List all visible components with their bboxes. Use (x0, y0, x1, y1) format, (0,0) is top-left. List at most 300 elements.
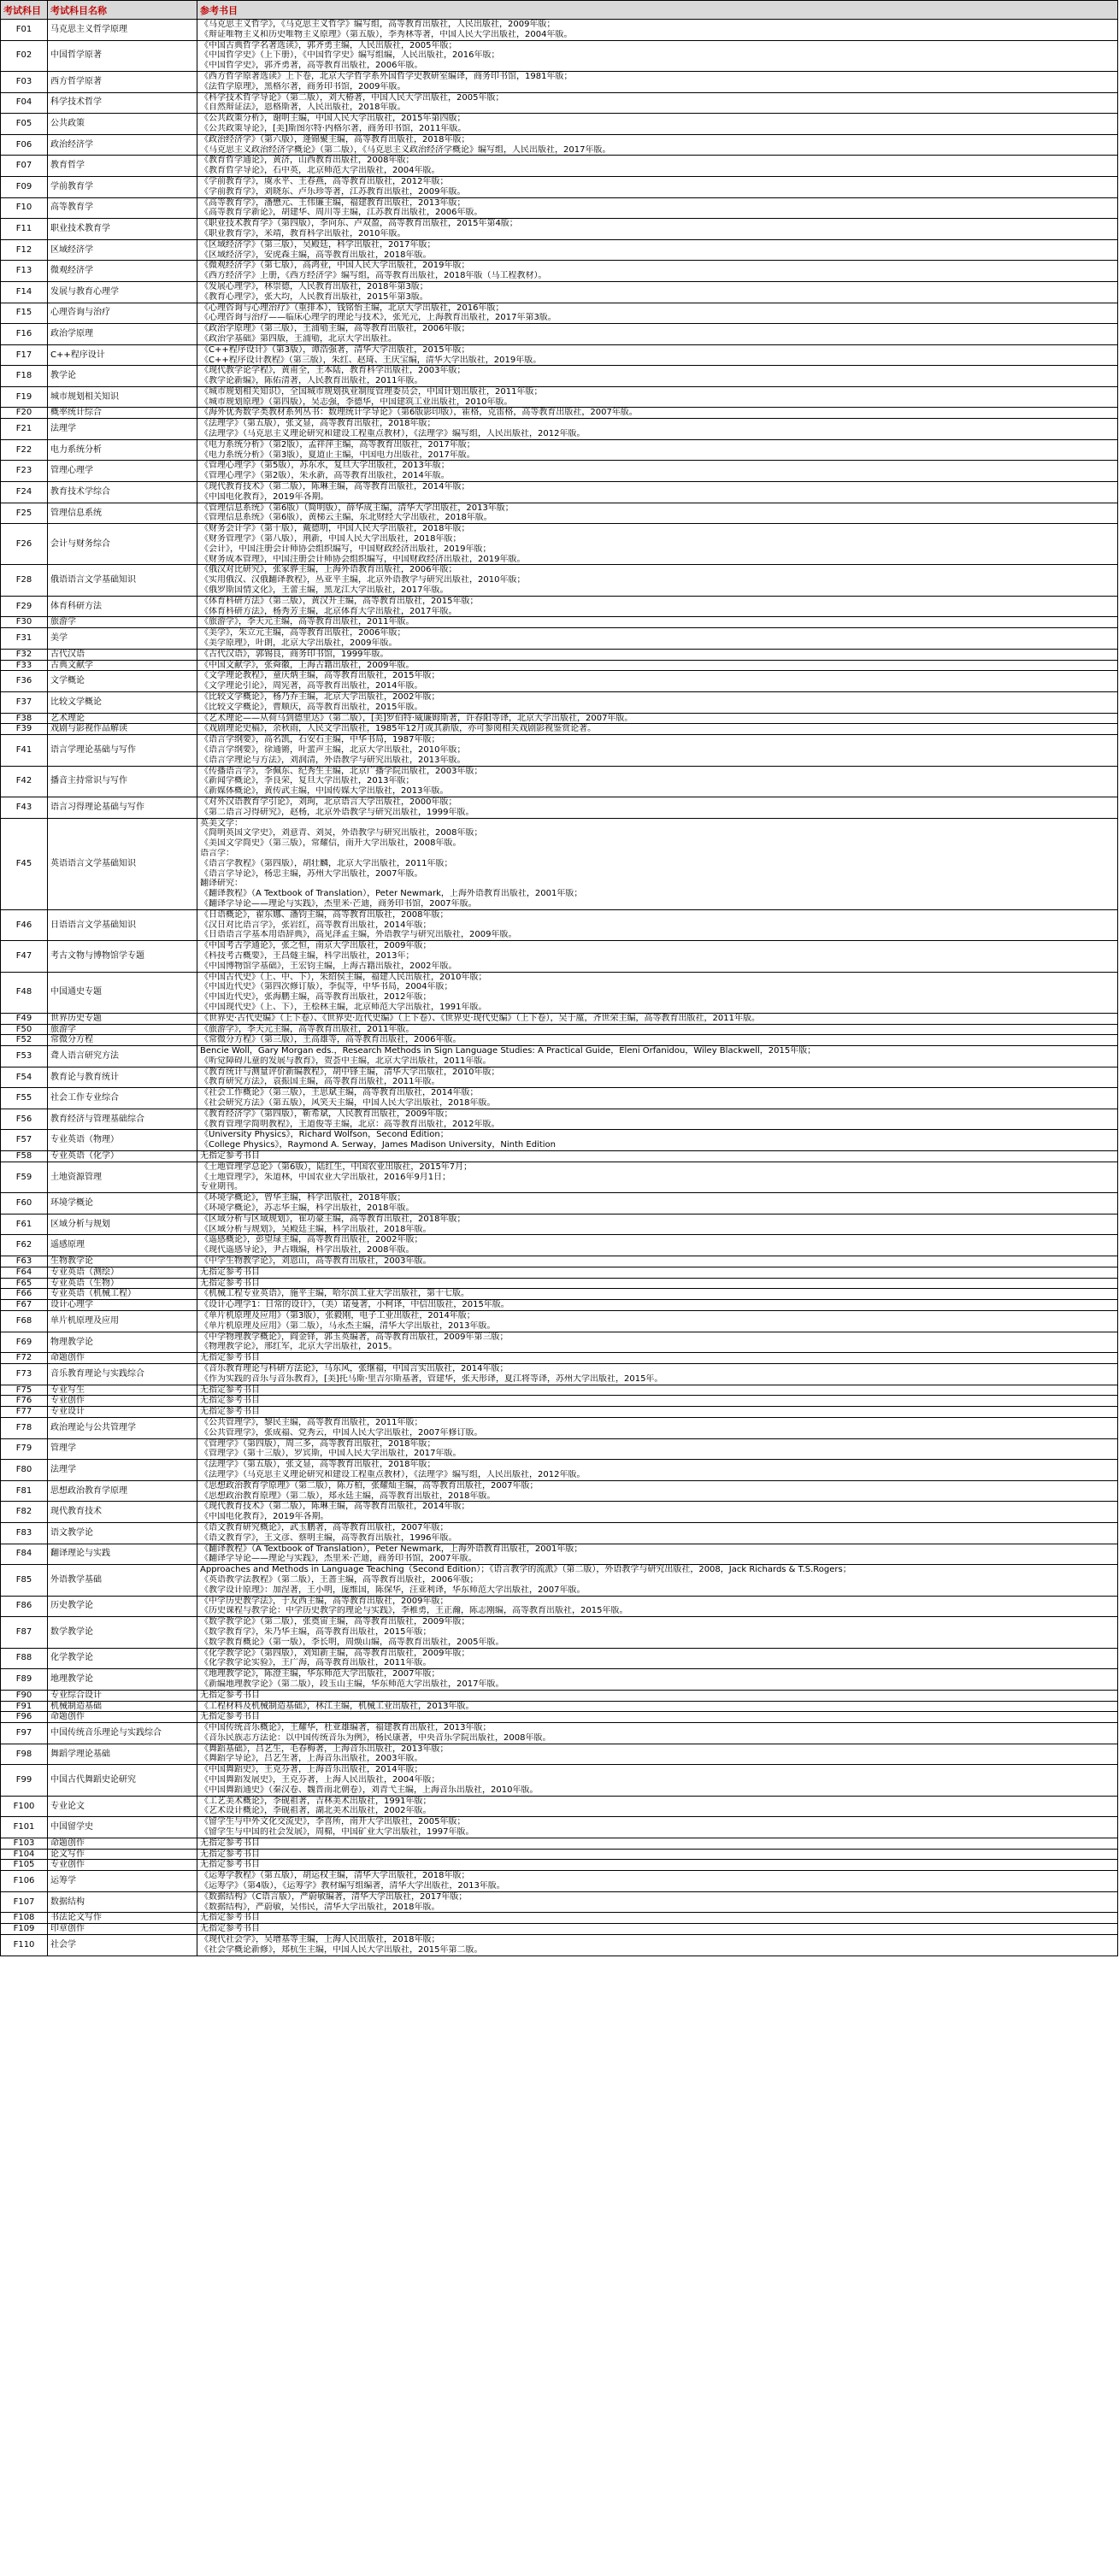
reference-books-cell (197, 565, 1118, 596)
exam-name-cell: 政治理论与公共管理学 (48, 1417, 197, 1438)
table-row (1, 219, 1118, 240)
exam-code-cell: F86 (1, 1596, 48, 1617)
exam-code-cell: F104 (1, 1849, 48, 1860)
reference-books-cell (197, 766, 1118, 797)
exam-name-cell: 政治学原理 (48, 324, 197, 345)
reference-book-line: 《法理学》（第五版），张文显，高等教育出版社，2018年版； (200, 419, 436, 429)
exam-name-cell: 聋人语言研究方法 (48, 1046, 197, 1067)
reference-book-line: 《管理心理学》（第2版），朱永新，高等教育出版社，2014年版。 (200, 471, 450, 481)
table-row (1, 503, 1118, 524)
reference-books-cell (197, 1289, 1118, 1300)
table-row (1, 92, 1118, 114)
exam-name-cell: 公共政策 (48, 114, 197, 135)
reference-books-cell (197, 1438, 1118, 1460)
exam-code-cell: F99 (1, 1765, 48, 1796)
reference-book-line: 《体育科研方法》（第三版），黄汉升主编，高等教育出版社，2015年版； (200, 596, 479, 606)
exam-code-cell: F09 (1, 176, 48, 197)
exam-name-cell: 日语语言文学基础知识 (48, 909, 197, 940)
reference-books-cell (197, 1130, 1118, 1151)
reference-book-line: 《思想政治教育原理》（第二版），郑永廷主编，高等教育出版社，2018年版。 (200, 1491, 496, 1501)
exam-name-cell: 专业创作 (48, 1396, 197, 1407)
table-row (1, 1871, 1118, 1892)
table-row (1, 692, 1118, 714)
exam-code-cell: F37 (1, 692, 48, 714)
exam-code-cell: F72 (1, 1353, 48, 1364)
table-row (1, 1162, 1118, 1192)
exam-name-cell: 管理信息系统 (48, 503, 197, 524)
reference-book-line: 《College Physics》，Raymond A. Serway，James Madison University，Ninth Edition (200, 1140, 556, 1150)
exam-name-cell: 专业英语（测绘） (48, 1267, 197, 1278)
exam-code-cell: F14 (1, 281, 48, 303)
reference-book-line: 《中国近代史》，张海鹏主编，高等教育出版社，2012年版； (200, 992, 432, 1003)
reference-book-line: 《中国舞蹈发展史》，王克芬著，上海人民出版社，2004年版； (200, 1775, 440, 1785)
exam-name-cell: 区域分析与规划 (48, 1214, 197, 1235)
exam-name-cell: 社会学 (48, 1935, 197, 1956)
reference-book-line: 无指定参考书目 (200, 1267, 260, 1277)
reference-book-line: 《中国传统音乐概论》，王耀华，杜亚雄编著，福建教育出版社，2013年版； (200, 1723, 492, 1733)
reference-book-line: 《学前教育学》，虞永平、王春燕，高等教育出版社，2012年版； (200, 176, 449, 186)
reference-books-cell (197, 261, 1118, 282)
reference-book-line: 《土地管理学》，朱道林，中国农业大学出版社，2016年9月1日； (200, 1172, 451, 1182)
exam-name-cell: 音乐教育理论与实践综合 (48, 1364, 197, 1385)
exam-code-cell: F66 (1, 1289, 48, 1300)
table-row (1, 439, 1118, 461)
exam-name-cell: 专业综合设计 (48, 1690, 197, 1701)
exam-name-cell: 运筹学 (48, 1871, 197, 1892)
reference-books-cell (197, 1871, 1118, 1892)
exam-name-cell: 考古文物与博物馆学专题 (48, 941, 197, 972)
reference-book-line: 无指定参考书目 (200, 1151, 260, 1162)
reference-books-cell (197, 1712, 1118, 1723)
exam-name-cell: 俄语语言文学基础知识 (48, 565, 197, 596)
reference-book-line: 《运筹学》（第4版），《运筹学》教材编写组编著，清华大学出版社，2013年版。 (200, 1881, 505, 1891)
reference-book-line: 《英语教学法教程》（第二版），王蔷主编，高等教育出版社，2006年版； (200, 1574, 479, 1585)
reference-book-line: 《职业教育学》，米靖，教育科学出版社，2010年版。 (200, 228, 406, 238)
exam-name-cell: 历史教学论 (48, 1596, 197, 1617)
reference-book-line: 《设计心理学1：日常的设计》，（美）诺曼著，小柯译，中信出版社，2015年版。 (200, 1300, 509, 1310)
reference-book-line: 《电力系统分析》（第2版），孟祥萍主编，高等教育出版社，2017年版； (200, 439, 475, 450)
reference-book-line: 《法理学》（马克思主义理论研究和建设工程重点教材），《法理学》编写组，人民出版社，2012年版。 (200, 429, 586, 439)
reference-book-line: 《海外优秀数学类教材系列丛书：数理统计学导论》（第6版影印版），霍格，克雷格，高等教育出版社，2007年版。 (200, 408, 638, 418)
exam-code-cell: F106 (1, 1871, 48, 1892)
table-row (1, 818, 1118, 909)
reference-book-line: 《翻译学导论——理论与实践》，杰里米·芒迪，商务印书馆，2007年版。 (200, 1554, 477, 1564)
reference-books-cell (197, 1353, 1118, 1364)
table-row (1, 176, 1118, 197)
reference-book-line: 《高等教育学》，潘懋元、王伟廉主编，福建教育出版社，2013年版； (200, 197, 466, 208)
reference-books-cell (197, 1278, 1118, 1289)
exam-code-cell: F10 (1, 197, 48, 219)
reference-books-cell (197, 1849, 1118, 1860)
exam-name-cell: 化学教学论 (48, 1648, 197, 1669)
exam-name-cell: 科学技术哲学 (48, 92, 197, 114)
exam-code-cell: F84 (1, 1544, 48, 1565)
reference-book-line: 《第二语言习得研究》，赵杨，北京外语教学与研究出版社，1999年版。 (200, 807, 474, 817)
reference-book-line: 《化学教学论实验》，王广海，高等教育出版社，2011年版。 (200, 1658, 432, 1668)
reference-books-cell (197, 724, 1118, 735)
reference-book-line: 《汉日对比语言学》，张岩红，高等教育出版社，2014年版； (200, 920, 432, 930)
reference-book-line: 《地理教学论》，陈澄主编，华东师范大学出版社，2007年版； (200, 1669, 440, 1679)
table-row (1, 1311, 1118, 1332)
exam-name-cell: 专业英语（生物） (48, 1278, 197, 1289)
exam-code-cell: F13 (1, 261, 48, 282)
reference-book-line: 《物理教学论》，邢红军，北京大学出版社，2015。 (200, 1342, 398, 1352)
exam-code-cell: F19 (1, 386, 48, 408)
reference-book-line: 《中国现代史》（上、下），王桧林主编，北京师范大学出版社，1991年版。 (200, 1002, 487, 1012)
table-row (1, 1712, 1118, 1723)
reference-book-line: 《翻译教程》（A Textbook of Translation），Peter Newmark，上海外语教育出版社，2001年版； (200, 889, 583, 899)
reference-books-cell (197, 1838, 1118, 1849)
table-row (1, 20, 1118, 41)
exam-code-cell: F105 (1, 1860, 48, 1871)
exam-name-cell: 学前教育学 (48, 176, 197, 197)
reference-book-line: 《语言学纲要》，高名凯，石安石主编，中华书局，1987年版； (200, 735, 440, 745)
table-row (1, 1417, 1118, 1438)
reference-book-line: 《公共管理学》，张成福、党秀云，中国人民大学出版社，2007年修订版。 (200, 1427, 483, 1438)
exam-name-cell: 英语语言文学基础知识 (48, 818, 197, 909)
exam-code-cell: F80 (1, 1460, 48, 1481)
exam-code-cell: F52 (1, 1035, 48, 1046)
reference-books-cell (197, 713, 1118, 724)
reference-book-line: 《C++程序设计教程》（第三版），朱红、赵琦、王庆宝编，清华大学出版社，2019年版。 (200, 355, 542, 365)
reference-book-line: 《单片机原理及应用》（第3版），张毅刚，电子工业出版社，2014年版； (200, 1311, 475, 1321)
exam-name-cell: 古代汉语 (48, 649, 197, 660)
reference-books-cell (197, 1151, 1118, 1162)
reference-books-cell (197, 1193, 1118, 1214)
header-reference-books: 参考书目 (197, 1, 1118, 20)
reference-book-line: 《区域经济学》，安虎森主编，高等教育出版社，2018年版。 (200, 250, 432, 260)
reference-books-cell (197, 1701, 1118, 1712)
exam-name-cell: 数学教学论 (48, 1617, 197, 1648)
exam-code-cell: F65 (1, 1278, 48, 1289)
reference-book-line: 《科技考古概要》，王昌燧主编，科学出版社，2013年； (200, 950, 415, 961)
reference-book-line: 《现代遥感导论》，尹占娥编，科学出版社，2008年版。 (200, 1245, 415, 1256)
exam-name-cell: 微观经济学 (48, 261, 197, 282)
table-row (1, 1935, 1118, 1956)
reference-book-line: 英美文学： (200, 818, 243, 828)
reference-book-line: 《区域分析与区域规划》，崔功豪主编，高等教育出版社，2018年版； (200, 1214, 466, 1224)
reference-book-line: 《教育研究方法》，袁振国主编，高等教育出版社，2011年版。 (200, 1077, 440, 1087)
table-row (1, 1690, 1118, 1701)
reference-books-cell (197, 1332, 1118, 1353)
exam-name-cell: 教育论与教育统计 (48, 1067, 197, 1088)
reference-books-cell (197, 1024, 1118, 1035)
reference-book-line: 《土地管理学总论》（第6版），陆红生，中国农业出版社，2015年7月； (200, 1162, 473, 1172)
exam-code-cell: F75 (1, 1385, 48, 1396)
exam-name-cell: 命题创作 (48, 1353, 197, 1364)
exam-name-cell: 文学概论 (48, 671, 197, 692)
exam-name-cell: 概率统计综合 (48, 408, 197, 419)
exam-code-cell: F28 (1, 565, 48, 596)
table-row (1, 1617, 1118, 1648)
exam-code-cell: F101 (1, 1817, 48, 1838)
reference-book-line: 《中学生物教学论》，刘恩山，高等教育出版社，2003年版。 (200, 1256, 432, 1267)
reference-book-line: 《法哲学原理》，黑格尔著，商务印书馆，2009年版。 (200, 81, 406, 91)
reference-books-cell (197, 134, 1118, 156)
exam-code-cell: F60 (1, 1193, 48, 1214)
table-row (1, 1860, 1118, 1871)
table-body (1, 20, 1118, 1956)
exam-name-cell: 印章创作 (48, 1924, 197, 1935)
exam-code-cell: F39 (1, 724, 48, 735)
reference-book-line: 《比较文学概论》，曹顺庆，高等教育出版社，2015年版。 (200, 702, 423, 712)
exam-name-cell: 翻译理论与实践 (48, 1544, 197, 1565)
reference-book-line: 《单片机原理及应用》（第二版），马永杰主编，清华大学出版社，2013年版。 (200, 1320, 496, 1331)
table-row (1, 1796, 1118, 1817)
reference-books-cell (197, 671, 1118, 692)
exam-name-cell: 世界历史专题 (48, 1013, 197, 1024)
exam-name-cell: 单片机原理及应用 (48, 1311, 197, 1332)
reference-books-cell (197, 1013, 1118, 1024)
reference-books-cell (197, 1723, 1118, 1744)
reference-books-cell (197, 596, 1118, 617)
reference-books-cell (197, 1385, 1118, 1396)
reference-book-line: 《传播语言学》，李佩东、纪秀生主编，北京广播学院出版社，2003年版； (200, 766, 483, 776)
reference-books-cell (197, 1046, 1118, 1067)
reference-book-line: 《中学物理教学概论》，阎金铎，郭玉英编著，高等教育出版社，2009年第三版； (200, 1332, 509, 1342)
reference-book-line: 《新闻学概论》，李良荣，复旦大学出版社，2013年版； (200, 776, 415, 786)
table-row (1, 713, 1118, 724)
reference-book-line: 《美国文学简史》（第三版），常耀信，南开大学出版社，2008年版。 (200, 838, 462, 849)
table-row (1, 482, 1118, 503)
reference-book-line: 《公共政策导论》，[美]斯图尔特·内格尔著，商务印书馆，2011年版。 (200, 123, 467, 133)
reference-book-line: Approaches and Methods in Language Teaching（Second Edition）；《语言教学的流派》（第二版），外语教学与研究出版社，2008，Jack Richards & T.S.Rogers； (200, 1565, 851, 1575)
table-row (1, 1407, 1118, 1418)
reference-book-line: 《中国哲学史》（上下册），《中国哲学史》编写组编，人民出版社，2016年版； (200, 50, 500, 61)
reference-book-line: 《学前教育学》，刘晓东、卢乐珍等著，江苏教育出版社，2009年版。 (200, 186, 466, 197)
exam-name-cell: 土地资源管理 (48, 1162, 197, 1192)
exam-code-cell: F41 (1, 735, 48, 766)
exam-name-cell: 书法论文写作 (48, 1913, 197, 1924)
reference-book-line: 专业期刊。 (200, 1182, 243, 1192)
reference-book-line: 《机械工程专业英语》，施平主编，哈尔滨工业大学出版社，第十七版。 (200, 1289, 469, 1299)
table-row (1, 909, 1118, 940)
exam-code-cell: F48 (1, 972, 48, 1013)
reference-book-line: 《语文教育学》，王文彦、蔡明主编，高等教育出版社，1996年版。 (200, 1532, 457, 1543)
reference-books-cell (197, 909, 1118, 940)
reference-book-line: 《辩证唯物主义和历史唯物主义原理》（第五版），李秀林等著，中国人民大学出版社，2004年版。 (200, 29, 573, 39)
exam-name-cell: 法理学 (48, 1460, 197, 1481)
exam-name-cell: 论文写作 (48, 1849, 197, 1860)
reference-book-line: 《翻译教程》（A Textbook of Translation），Peter Newmark，上海外语教育出版社，2001年版； (200, 1544, 583, 1554)
reference-books-cell (197, 1109, 1118, 1130)
exam-code-cell: F12 (1, 239, 48, 261)
reference-book-line: 《文学理论教程》，童庆炳主编，高等教育出版社，2015年版； (200, 671, 440, 681)
exam-name-cell: 会计与财务综合 (48, 524, 197, 565)
reference-book-line: 《现代教育技术》（第二版），陈琳主编，高等教育出版社，2014年版； (200, 1502, 470, 1512)
exam-code-cell: F85 (1, 1565, 48, 1596)
reference-book-line: 《管理学》（第十三版），罗宾斯，中国人民大学出版社，2017年版。 (200, 1449, 462, 1459)
reference-books-cell (197, 1256, 1118, 1267)
exam-code-cell: F42 (1, 766, 48, 797)
exam-name-cell: 戏剧与影视作品解读 (48, 724, 197, 735)
exam-name-cell: 专业英语（物理） (48, 1130, 197, 1151)
table-row (1, 1438, 1118, 1460)
reference-book-line: 《现代社会学》，吴增基等主编，上海人民出版社，2018年版； (200, 1935, 440, 1945)
reference-books-cell (197, 386, 1118, 408)
exam-name-cell: 旅游学 (48, 617, 197, 628)
exam-name-cell: 社会工作专业综合 (48, 1088, 197, 1109)
exam-name-cell: 教育经济与管理基础综合 (48, 1109, 197, 1130)
exam-name-cell: 艺术理论 (48, 713, 197, 724)
reference-books-cell (197, 735, 1118, 766)
exam-name-cell: 教育技术学综合 (48, 482, 197, 503)
reference-books-cell (197, 797, 1118, 818)
reference-book-line: 《思想政治教育学原理》（第二版），陈万柏，张耀灿主编，高等教育出版社，2007年版； (200, 1480, 539, 1491)
reference-book-line: 《管理信息系统》（第6版），黄梯云主编，东北财经大学出版社，2018年版。 (200, 513, 492, 523)
reference-books-cell (197, 818, 1118, 909)
exam-code-cell: F15 (1, 303, 48, 324)
table-row (1, 1838, 1118, 1849)
reference-books-cell (197, 156, 1118, 177)
exam-name-cell: C++程序设计 (48, 344, 197, 366)
table-row (1, 1353, 1118, 1364)
exam-code-cell: F68 (1, 1311, 48, 1332)
exam-code-cell: F73 (1, 1364, 48, 1385)
exam-name-cell: 专业写生 (48, 1385, 197, 1396)
reference-books-cell (197, 71, 1118, 92)
exam-name-cell: 管理学 (48, 1438, 197, 1460)
reference-book-line: 《管理信息系统》（第6版）（简明版），薛华成主编，清华大学出版社，2013年版； (200, 503, 514, 513)
reference-books-cell (197, 1214, 1118, 1235)
exam-code-cell: F57 (1, 1130, 48, 1151)
reference-book-line: 《简明英国文学史》，刘意青、刘炅，外语教学与研究出版社，2008年版； (200, 828, 483, 838)
reference-book-line: 《工程材料及机械制造基础》，林江主编，机械工业出版社，2013年版。 (200, 1701, 474, 1711)
exam-code-cell: F109 (1, 1924, 48, 1935)
exam-code-cell: F05 (1, 114, 48, 135)
exam-code-cell: F89 (1, 1669, 48, 1691)
exam-name-cell: 命题创作 (48, 1712, 197, 1723)
table-row (1, 281, 1118, 303)
reference-book-line: 《俄罗斯国情文化》，王蕾主编，黑龙江大学出版社，2017年版。 (200, 585, 449, 596)
exam-name-cell: 美学 (48, 628, 197, 650)
table-row (1, 1278, 1118, 1289)
table-row (1, 671, 1118, 692)
reference-book-line: 《比较文学概论》，杨乃乔主编，北京大学出版社，2002年版； (200, 692, 440, 702)
reference-book-line: 无指定参考书目 (200, 1278, 260, 1288)
reference-book-line: 《日语概论》，翟东娜、潘钧主编，高等教育出版社，2008年版； (200, 909, 449, 920)
reference-book-line: 《语言学导论》，杨忠主编，苏州大学出版社，2007年版。 (200, 868, 423, 879)
reference-books-cell (197, 303, 1118, 324)
exam-code-cell: F79 (1, 1438, 48, 1460)
reference-book-line: 语言学： (200, 848, 234, 858)
reference-book-line: 《发展心理学》，林崇德，人民教育出版社，2018年第3版； (200, 281, 428, 291)
reference-book-line: 无指定参考书目 (200, 1396, 260, 1406)
table-row (1, 1332, 1118, 1353)
reference-books-cell (197, 972, 1118, 1013)
reference-book-line: 《美学》，朱立元主编，高等教育出版社，2006年版； (200, 628, 406, 638)
table-row (1, 1480, 1118, 1502)
exam-name-cell: 语文教学论 (48, 1522, 197, 1544)
reference-books-cell (197, 1502, 1118, 1523)
table-row (1, 344, 1118, 366)
reference-books-cell (197, 1396, 1118, 1407)
exam-code-cell: F98 (1, 1744, 48, 1765)
reference-book-line: 《马克思主义哲学》，《马克思主义哲学》编写组，高等教育出版社，人民出版社，2009年版； (200, 20, 556, 29)
reference-book-line: 《中国电化教育》，2019年各期。 (200, 491, 329, 502)
exam-code-cell: F47 (1, 941, 48, 972)
exam-code-cell: F04 (1, 92, 48, 114)
exam-name-cell: 物理教学论 (48, 1332, 197, 1353)
exam-name-cell: 专业英语（机械工程） (48, 1289, 197, 1300)
table-row (1, 40, 1118, 71)
exam-code-cell: F45 (1, 818, 48, 909)
reference-book-line: 《体育科研方法》，杨秀芳主编，北京体育大学出版社，2017年版。 (200, 606, 457, 616)
reference-book-line: 《中国考古学通论》，张之恒，南京大学出版社，2009年版； (200, 941, 432, 951)
reference-books-cell (197, 617, 1118, 628)
reference-books-cell (197, 1035, 1118, 1046)
table-row (1, 1701, 1118, 1712)
table-row (1, 617, 1118, 628)
exam-code-cell: F23 (1, 461, 48, 482)
table-row (1, 1256, 1118, 1267)
reference-book-line: 无指定参考书目 (200, 1860, 260, 1870)
table-row (1, 1151, 1118, 1162)
exam-name-cell: 法理学 (48, 419, 197, 440)
exam-code-cell: F61 (1, 1214, 48, 1235)
reference-book-line: 《马克思主义政治经济学概论》（第二版），《马克思主义政治经济学概论》编写组，人民出版社，2017年版。 (200, 144, 611, 155)
reference-book-line: 《微观经济学》（第七版），高鸿业，中国人民大学出版社，2019年版； (200, 261, 470, 271)
exam-code-cell: F49 (1, 1013, 48, 1024)
exam-code-cell: F02 (1, 40, 48, 71)
reference-books-cell (197, 114, 1118, 135)
reference-book-line: 《留学生与中外文化交流史》，李喜所，南开大学出版社，2005年版； (200, 1817, 466, 1827)
reference-book-line: 《教学论新编》，陈佑清著，人民教育出版社，2011年版。 (200, 376, 423, 386)
table-row (1, 408, 1118, 419)
exam-name-cell: 生物教学论 (48, 1256, 197, 1267)
reference-books-cell (197, 1744, 1118, 1765)
exam-code-cell: F78 (1, 1417, 48, 1438)
table-row (1, 1193, 1118, 1214)
table-row (1, 724, 1118, 735)
exam-code-cell: F110 (1, 1935, 48, 1956)
table-row (1, 1723, 1118, 1744)
reference-book-line: 《城市规划原理》（第四版），吴志强，李德华，中国建筑工业出版社，2010年版。 (200, 397, 513, 407)
reference-books-cell (197, 1765, 1118, 1796)
exam-name-cell: 西方哲学原著 (48, 71, 197, 92)
table-row (1, 303, 1118, 324)
reference-books-cell (197, 366, 1118, 387)
table-row (1, 71, 1118, 92)
reference-book-line: 《教学设计原理》：加涅著，王小明，庞维国，陈保华，汪亚利译，华东师范大学出版社，2007年版。 (200, 1585, 586, 1595)
reference-books-cell (197, 1544, 1118, 1565)
reference-books-cell (197, 1267, 1118, 1278)
reference-book-line: 《财务会计学》（第十版），戴德明，中国人民大学出版社，2018年版； (200, 524, 470, 534)
exam-code-cell: F90 (1, 1690, 48, 1701)
table-row (1, 386, 1118, 408)
reference-books-cell (197, 461, 1118, 482)
reference-book-line: 翻译研究： (200, 879, 243, 889)
reference-book-line: 《艺术设计概论》，李砚祖著，湖北美术出版社，2002年版。 (200, 1806, 432, 1816)
table-row (1, 1235, 1118, 1256)
reference-book-line: 《音乐教育理论与科研方法论》，马东风，张继福，中国言实出版社，2014年版； (200, 1364, 509, 1373)
reference-books-cell (197, 176, 1118, 197)
exam-name-cell: 城市规划相关知识 (48, 386, 197, 408)
reference-books-cell (197, 439, 1118, 461)
reference-book-line: 《中国博物馆学基础》，王宏钧主编，上海古籍出版社，2002年版。 (200, 961, 457, 971)
table-row (1, 324, 1118, 345)
exam-code-cell: F77 (1, 1407, 48, 1418)
reference-book-line: 《听觉障碍儿童的发展与教育》，贺荟中主编，北京大学出版社，2011年版。 (200, 1056, 492, 1066)
reference-books-cell (197, 1088, 1118, 1109)
reference-books-cell (197, 1460, 1118, 1481)
reference-book-line: 《遥感概论》，彭望琭主编，高等教育出版社，2002年版； (200, 1235, 423, 1245)
exam-name-cell: 管理心理学 (48, 461, 197, 482)
reference-book-line: 《翻译学导论——理论与实践》，杰里米·芒迪，商务印书馆，2007年版。 (200, 898, 477, 909)
exam-code-cell: F38 (1, 713, 48, 724)
reference-book-line: 《区域经济学》（第三版），吴殿廷，科学出版社，2017年版； (200, 239, 436, 250)
exam-name-cell: 常微分方程 (48, 1035, 197, 1046)
